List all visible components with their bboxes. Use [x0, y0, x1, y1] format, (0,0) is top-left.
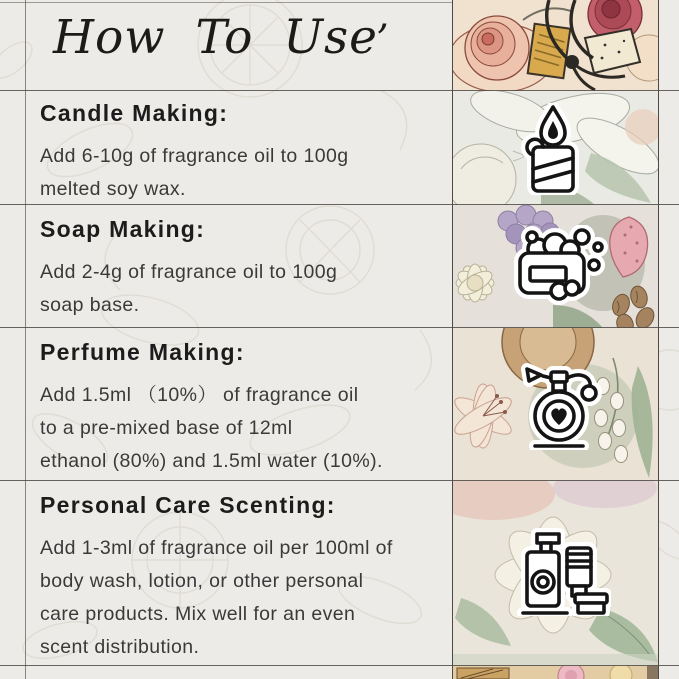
body-line: to a pre-mixed base of 12ml — [40, 417, 293, 439]
lotion-products-icon — [515, 520, 611, 616]
title-flourish: ’ — [375, 17, 390, 63]
section-divider — [0, 90, 679, 91]
body-line: Add 6-10g of fragrance oil to 100g — [40, 145, 349, 167]
roses-gift-tag-banner — [453, 0, 658, 91]
soap-bar-icon — [512, 225, 610, 307]
body-line: soap base. — [40, 294, 140, 316]
body-line: body wash, lotion, or other personal — [40, 570, 364, 592]
body-line: Add 1-3ml of fragrance oil per 100ml of — [40, 537, 393, 559]
body-line: scent distribution. — [40, 636, 200, 658]
section-divider — [0, 480, 679, 481]
body-line: care products. Mix well for an even — [40, 603, 356, 625]
body-line: Add 2-4g of fragrance oil to 100g — [40, 261, 338, 283]
section-perfume-making — [40, 339, 448, 478]
roses-books-banner — [453, 666, 658, 679]
section-heading: Soap Making: — [40, 216, 206, 242]
body-line: ethanol (80%) and 1.5ml water (10%). — [40, 450, 383, 472]
section-body — [40, 379, 448, 478]
left-rule-line — [25, 0, 26, 679]
section-heading: Perfume Making: — [40, 339, 245, 365]
top-rule-line — [0, 2, 452, 3]
section-body — [40, 140, 448, 206]
section-heading: Candle Making: — [40, 100, 229, 126]
perfume-atomizer-icon — [515, 358, 605, 450]
section-heading: Personal Care Scenting: — [40, 492, 336, 518]
section-personal-care-scenting — [40, 492, 448, 664]
section-divider — [0, 665, 679, 666]
body-line: Add 1.5ml （10%） of fragrance oil — [40, 384, 359, 406]
candle-icon — [515, 103, 591, 195]
section-candle-making — [40, 100, 448, 206]
section-body — [40, 532, 448, 664]
section-soap-making — [40, 216, 448, 322]
page-title — [53, 10, 390, 65]
body-line: melted soy wax. — [40, 178, 186, 200]
section-body — [40, 256, 448, 322]
section-divider — [0, 327, 679, 328]
page-title-text: How To Use — [53, 10, 378, 65]
